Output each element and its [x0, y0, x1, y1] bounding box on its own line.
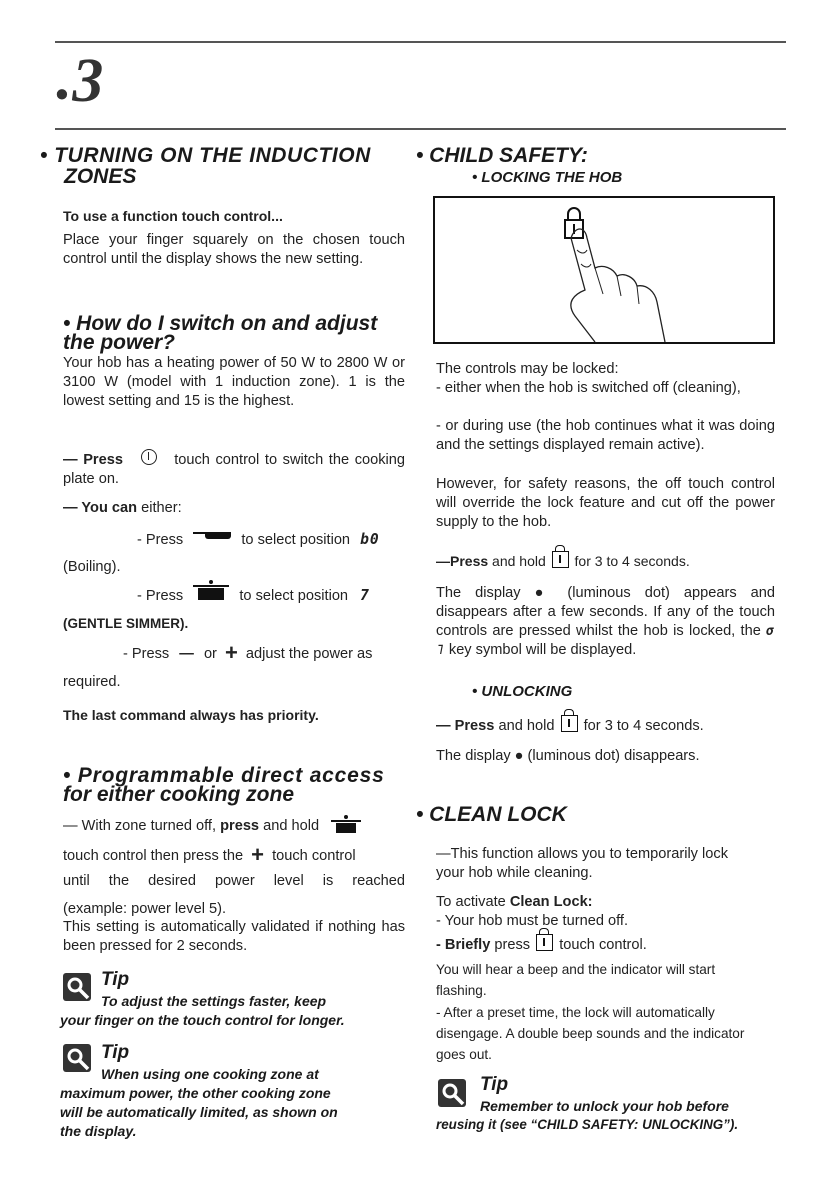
press-switch-on: — Press touch control to switch the cooking plate on. [63, 449, 405, 489]
prog-line2: touch control then press the + touch control [63, 842, 356, 867]
clean-item2: - Briefly press touch control. [436, 934, 647, 955]
prog-line3: until the desired power level is reached [63, 873, 405, 889]
simmer-key-icon-small [331, 815, 361, 833]
simmer-key-icon [193, 580, 229, 602]
clean-item1: - Your hob must be turned off. [436, 913, 629, 929]
you-can: — You can either: [63, 500, 182, 516]
lock-key-icon [552, 551, 569, 568]
unlock-display: The display ● (luminous dot) disappears. [436, 748, 700, 764]
prog-line1: — With zone turned off, press and hold [63, 815, 408, 836]
tip1-line2: your finger on the touch control for longer. [60, 1012, 345, 1028]
prog-line4: (example: power level 5). [63, 901, 227, 917]
locked-intro: The controls may be locked: [436, 361, 619, 377]
press-simmer: - Press to select position 7 (GENTLE SIMMER). [63, 580, 405, 633]
tip3-title: Tip [480, 1074, 509, 1095]
chapter-number: •3 [55, 47, 104, 116]
clean-beep: You will hear a beep and the indicator will start flashing. [436, 962, 716, 998]
priority-note: The last command always has priority. [63, 707, 319, 723]
header-bottom-rule [55, 128, 786, 130]
tip1-line1: To adjust the settings faster, keep [101, 993, 327, 1009]
magnifier-tip-icon [437, 1078, 467, 1108]
tip2-title: Tip [101, 1042, 130, 1063]
display-dot-text: The display ● (luminous dot) appears and disappears after a few seconds. If any of the touch controls are pressed whilst the hob is locked, the σ ˥ key symbol will be displayed. [436, 585, 775, 658]
finger-press-icon [435, 198, 773, 342]
clean-lock-title: • CLEAN LOCK [416, 803, 567, 826]
locked-item2: - or during use (the hob continues what it was doing and the settings displayed remain active). [436, 418, 775, 453]
power-heading: • How do I switch on and adjust the power? [63, 312, 378, 354]
tip3-line1: Remember to unlock your hob before [480, 1098, 729, 1114]
top-rule [55, 41, 786, 43]
press-hold-lock: —Press and hold for 3 to 4 seconds. [436, 553, 690, 569]
press-boiling: - Press to select position b0 (Boiling). [63, 531, 380, 575]
locked-item1: - either when the hob is switched off (cleaning), [436, 380, 741, 396]
section-title-child-safety: • CHILD SAFETY: [416, 144, 588, 167]
section-title-induction: • TURNING ON THE INDUCTION ZONES [40, 144, 371, 188]
locked-safety: However, for safety reasons, the off touch control will override the lock feature and cut off the power supply to the hob. [436, 476, 775, 530]
tip1-title: Tip [101, 969, 130, 990]
boil-key-icon [193, 532, 231, 542]
power-text: Your hob has a heating power of 50 W to 2800 W or 3100 W (model with 1 induction zone). 1 is the lowest setting and 15 is the highest. [63, 355, 405, 409]
press-adjust: - Press — or + adjust the power as required. [63, 640, 373, 690]
touch-heading: To use a function touch control... [63, 208, 283, 224]
tip2-line1: When using one cooking zone at [101, 1066, 319, 1082]
touch-text: Place your finger squarely on the chosen touch control until the display shows the new setting. [63, 232, 405, 267]
tip2-line2: maximum power, the other cooking zone [60, 1085, 331, 1101]
tip2-line3: will be automatically limited, as shown on [60, 1104, 338, 1120]
clean-preset: - After a preset time, the lock will automatically disengage. A double beep sounds and the indicator goes out. [436, 1005, 745, 1062]
lock-key-icon [561, 715, 578, 732]
unlocking-title: • UNLOCKING [472, 683, 573, 700]
power-icon [141, 449, 157, 465]
magnifier-tip-icon [62, 1043, 92, 1073]
locking-title: • LOCKING THE HOB [472, 169, 623, 186]
tip2-line4: the display. [60, 1123, 137, 1139]
prog-heading: • Programmable direct access for either cooking zone [63, 764, 385, 806]
lock-key-icon [536, 934, 553, 951]
prog-text: This setting is automatically validated if nothing has been pressed for 2 seconds. [63, 919, 405, 954]
activate-clean-lock: To activate Clean Lock: [436, 894, 593, 910]
magnifier-tip-icon [62, 972, 92, 1002]
press-hold-unlock: — Press and hold for 3 to 4 seconds. [436, 715, 704, 736]
lock-illustration [433, 196, 775, 344]
tip3-line2: reusing it (see “CHILD SAFETY: UNLOCKING”). [436, 1117, 739, 1132]
clean-text: —This function allows you to temporarily lock your hob while cleaning. [436, 846, 728, 881]
